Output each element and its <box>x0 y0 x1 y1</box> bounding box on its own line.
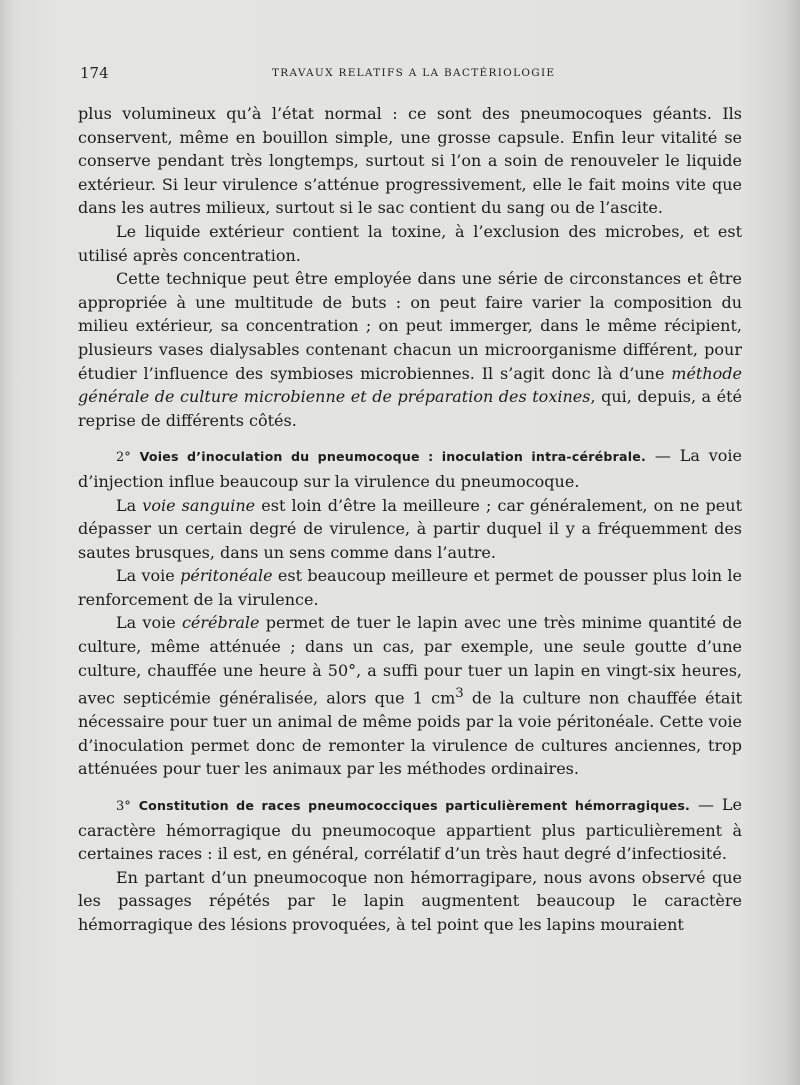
section-2-heading: Voies d’inoculation du pneumocoque : inoculation intra-cérébrale. <box>139 449 646 465</box>
section-3-dash: — <box>697 794 714 814</box>
section-3-heading: Constitution de races pneumococciques particulièrement hémorragiques. <box>138 797 691 813</box>
paragraph-7 <box>78 866 742 937</box>
paragraph-3-italic: méthode générale de culture microbienne et de préparation des toxines <box>78 363 742 407</box>
paragraph-3 <box>78 267 742 432</box>
section-2 <box>78 444 742 493</box>
paragraph-5-italic: péritonéale <box>180 566 273 586</box>
paragraph-3-text-b: , qui, depuis, a été reprise de différents côtés. <box>78 387 743 430</box>
paragraph-6-text-c: de la culture non chauffée était nécessaire pour tuer un animal de même poids par la voie péritonéale. Cette voie d’inoculation permet donc de remonter la virulence de cultures anciennes, trop atténuées pour tuer les animaux par les méthodes ordinaires. <box>78 688 743 779</box>
paragraph-5-text-a: La voie <box>116 566 181 586</box>
paragraph-6-text-b: permet de tuer le lapin avec une très minime quantité de culture, même atténuée ; dans un cas, par exemple, une seule goutte d’une culture, chauffée une heure à 50°, a suffi pour tuer un lapin en vingt-six heures, avec septicémie généralisée, alors que 1 cm <box>78 613 743 708</box>
paragraph-1 <box>78 102 742 220</box>
paragraph-3-text-a: Cette technique peut être employée dans une série de circonstances et être appropriée à une multitude de buts : on peut faire varier la composition du milieu extérieur, sa concentration ; on peut immerger, dans le même récipient, plusieurs vases dialysables contenant chacun un microorganisme différent, pour étudier l’influence des symbioses microbiennes. Il s’agit donc là d’une <box>78 269 742 383</box>
running-title: TRAVAUX RELATIFS A LA BACTÉRIOLOGIE <box>272 67 556 79</box>
paragraph-6-text-a: La voie <box>116 613 182 633</box>
paragraph-2 <box>78 220 742 267</box>
section-2-number: 2° <box>116 450 131 466</box>
paragraph-5-text-b: est beaucoup meilleure et permet de pousser plus loin le renforcement de la virulence. <box>78 566 743 609</box>
paragraph-4-italic: voie sanguine <box>142 495 256 515</box>
paragraph-4-text-a: La <box>116 495 143 515</box>
paragraph-5 <box>78 564 742 611</box>
paragraph-7-text: En partant d’un pneumocoque non hémorragipare, nous avons observé que les passages répétés par le lapin augmentent beaucoup le caractère hémorragique des lésions provoquées, à tel point que les lapins mouraient <box>78 867 742 934</box>
section-2-dash: — <box>654 446 671 466</box>
body-text <box>78 102 742 937</box>
section-3 <box>78 793 742 866</box>
paragraph-6 <box>78 611 742 780</box>
paragraph-6-italic: cérébrale <box>181 613 260 633</box>
page-number: 174 <box>80 64 109 82</box>
section-3-number: 3° <box>116 798 131 814</box>
section-3-text: Le caractère hémorragique du pneumocoque appartient plus particulièrement à certaines races : il est, en général, corrélatif d’un très haut degré d’infectiosité. <box>78 794 742 864</box>
paragraph-4-text-b: est loin d’être la meilleure ; car généralement, on ne peut dépasser un certain degré de virulence, à partir duquel il y a fréquemment des sautes brusques, dans un sens comme dans l’autre. <box>78 495 742 562</box>
section-2-text: La voie d’injection influe beaucoup sur la virulence du pneumocoque. <box>78 446 742 491</box>
paragraph-1-text: plus volumineux qu’à l’état normal : ce sont des pneumocoques géants. Ils conservent, même en bouillon simple, une grosse capsule. Enfin leur vitalité se conserve pendant très longtemps, surtout si l’on a soin de renouveler le liquide extérieur. Si leur virulence s’atténue progressivement, elle le fait moins vite que dans les autres milieux, surtout si le sac contient du sang ou de l’ascite. <box>78 104 742 218</box>
paragraph-2-text: Le liquide extérieur contient la toxine, à l’exclusion des microbes, et est utilisé après concentration. <box>78 221 742 265</box>
paragraph-4 <box>78 494 742 565</box>
paragraph-6-superscript: 3 <box>455 686 464 702</box>
